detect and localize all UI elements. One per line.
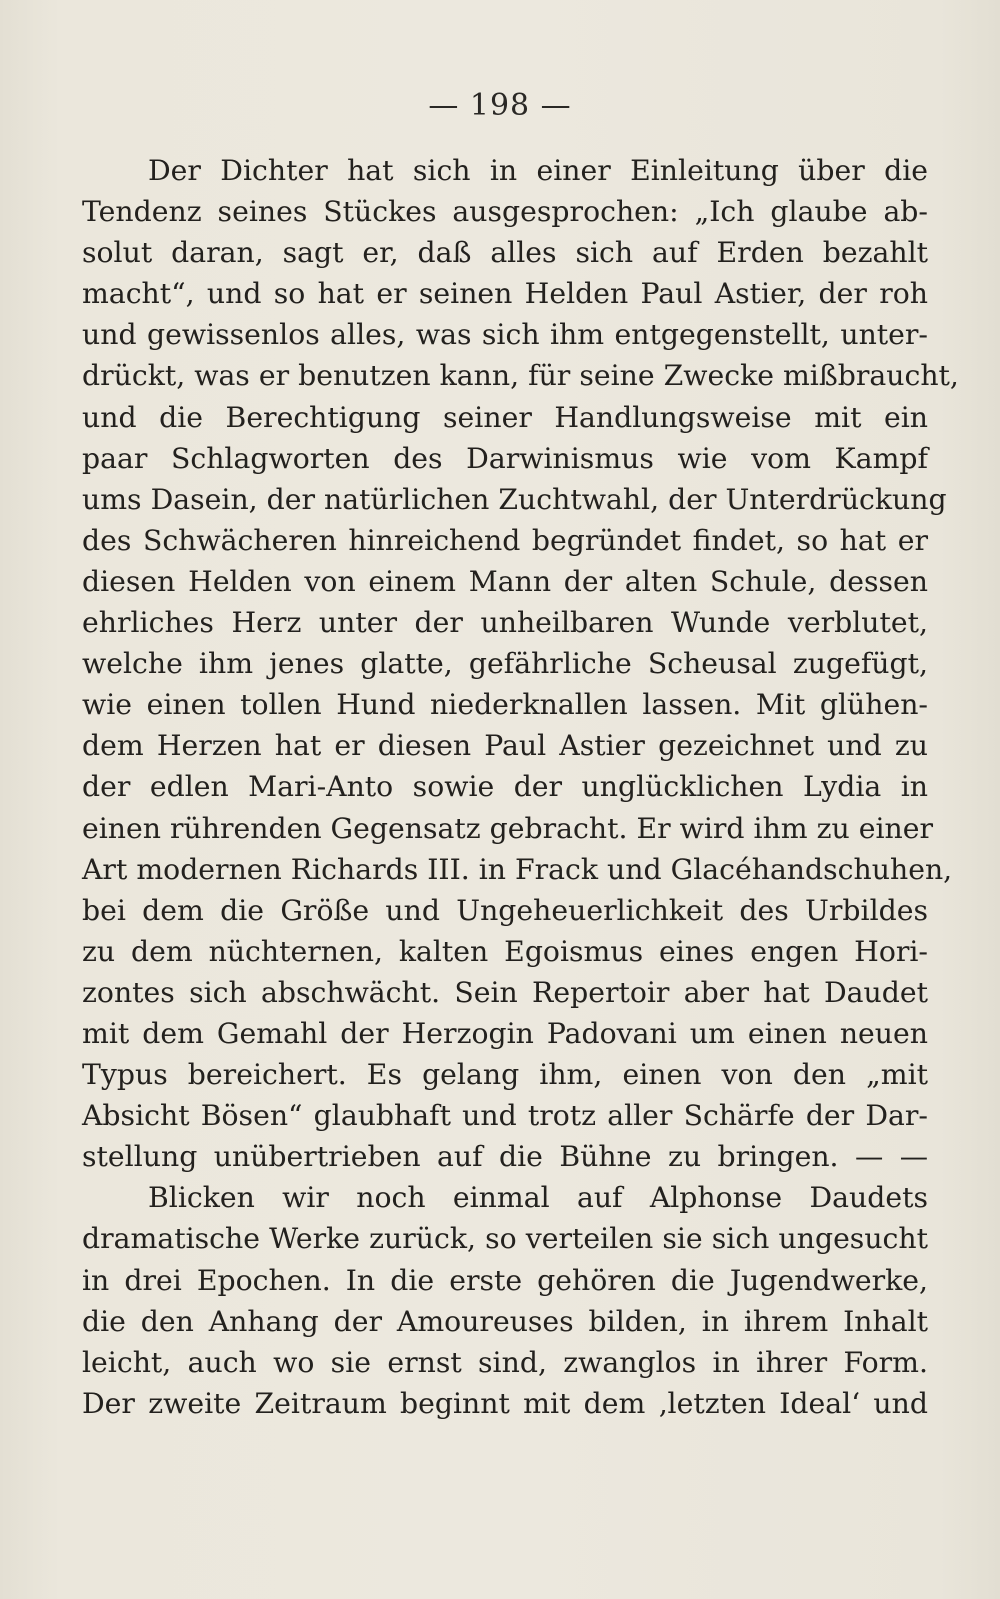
text-line: die den Anhang der Amoureuses bilden, in ihrem Inhalt (82, 1304, 928, 1338)
text-line: mit dem Gemahl der Herzogin Padovani um einen neuen (82, 1016, 928, 1050)
text-line: Der zweite Zeitraum beginnt mit dem ‚letzten Ideal‘ und (82, 1386, 928, 1420)
body-text (82, 150, 959, 1424)
text-line: ehrliches Herz unter der unheilbaren Wunde verblutet, (82, 606, 928, 640)
text-line: dramatische Werke zurück, so verteilen sie sich ungesucht (82, 1222, 928, 1256)
text-line: zontes sich abschwächt. Sein Repertoir aber hat Daudet (82, 975, 928, 1009)
text-line: Absicht Bösen“ glaubhaft und trotz aller Schärfe der Dar- (82, 1099, 928, 1133)
text-line: wie einen tollen Hund niederknallen lassen. Mit glühen- (82, 688, 928, 722)
text-line: der edlen Mari-Anto sowie der unglücklichen Lydia in (82, 770, 928, 804)
text-line: Typus bereichert. Es gelang ihm, einen von den „mit (82, 1058, 928, 1092)
text-line: Art modernen Richards III. in Frack und Glacéhandschuhen, (82, 852, 953, 886)
text-line: paar Schlagworten des Darwinismus wie vom Kampf (82, 441, 928, 475)
text-line: und gewissenlos alles, was sich ihm entgegenstellt, unter- (82, 318, 928, 352)
text-line: Der Dichter hat sich in einer Einleitung über die (148, 154, 928, 187)
text-line: macht“, und so hat er seinen Helden Paul Astier, der roh (82, 277, 928, 311)
text-line: des Schwächeren hinreichend begründet findet, so hat er (82, 523, 928, 557)
text-line: Tendenz seines Stückes ausgesprochen: „Ich glaube ab- (82, 195, 928, 229)
text-line: drückt, was er benutzen kann, für seine Zwecke mißbraucht, (82, 359, 959, 393)
text-line: bei dem die Größe und Ungeheuerlichkeit des Urbildes (82, 893, 928, 927)
text-line: solut daran, sagt er, daß alles sich auf Erden bezahlt (82, 236, 928, 270)
text-line: welche ihm jenes glatte, gefährliche Scheusal zugefügt, (82, 647, 928, 681)
text-line: dem Herzen hat er diesen Paul Astier gezeichnet und zu (82, 729, 928, 763)
text-line: diesen Helden von einem Mann der alten Schule, dessen (82, 564, 928, 598)
text-line: ums Dasein, der natürlichen Zuchtwahl, der Unterdrückung (82, 482, 947, 516)
text-line: und die Berechtigung seiner Handlungsweise mit ein (82, 400, 928, 434)
text-line: leicht, auch wo sie ernst sind, zwanglos in ihrer Form. (82, 1345, 928, 1379)
text-line: Blicken wir noch einmal auf Alphonse Daudets (148, 1181, 928, 1215)
text-line: zu dem nüchternen, kalten Egoismus eines engen Hori- (82, 934, 928, 968)
page-number: — 198 — (428, 88, 572, 123)
text-line: in drei Epochen. In die erste gehören die Jugendwerke, (82, 1263, 928, 1297)
text-line: stellung unübertrieben auf die Bühne zu bringen. — — (82, 1140, 928, 1174)
text-line: einen rührenden Gegensatz gebracht. Er wird ihm zu einer (82, 811, 934, 845)
